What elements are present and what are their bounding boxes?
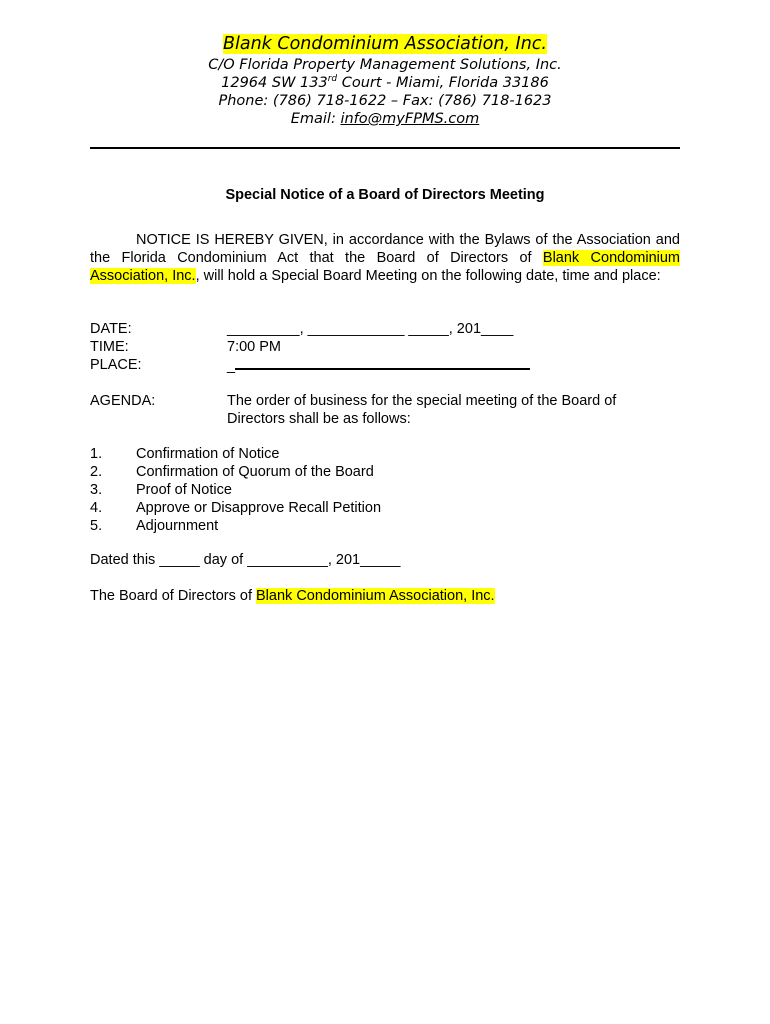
- association-name-header: [0, 34, 770, 54]
- time-value: 7:00 PM: [227, 339, 281, 355]
- board-signature-line: [90, 588, 495, 604]
- list-item-text: Adjournment: [136, 518, 219, 534]
- address-line-1: C/O Florida Property Management Solutions, Inc.: [208, 57, 562, 73]
- place-underscore: _: [227, 358, 236, 374]
- notice-paragraph: [90, 231, 680, 285]
- place-value-blank: [227, 356, 530, 375]
- address-street-number: 12964 SW 133: [221, 75, 328, 91]
- list-item-text: Confirmation of Notice: [136, 446, 280, 462]
- address-line-2: [0, 74, 770, 92]
- phone-fax-line: Phone: (786) 718-1622 – Fax: (786) 718-1623: [218, 93, 552, 109]
- agenda-label: AGENDA:: [90, 393, 156, 409]
- list-item-number: 4.: [90, 500, 103, 516]
- list-item-number: 5.: [90, 518, 103, 534]
- list-item-number: 2.: [90, 464, 103, 480]
- notice-text-start: NOTICE IS HEREBY GIVEN, in accordance with the Bylaws of the Association and the Florida Condominium Act that the Board of Directors of: [90, 232, 680, 266]
- address-street-rest: Court - Miami, Florida 33186: [337, 75, 549, 91]
- agenda-description: The order of business for the special meeting of the Board of Directors shall be as follows:: [227, 393, 617, 427]
- date-label: DATE:: [90, 321, 132, 337]
- time-label: TIME:: [90, 339, 129, 355]
- email-label: Email:: [290, 111, 341, 127]
- list-item-text: Approve or Disapprove Recall Petition: [136, 500, 382, 516]
- email-link[interactable]: info@myFPMS.com: [340, 111, 480, 127]
- dated-line: Dated this _____ day of __________, 201_____: [90, 552, 401, 568]
- list-item-text: Proof of Notice: [136, 482, 232, 498]
- board-prefix: The Board of Directors of: [90, 588, 257, 604]
- place-fill-line: [235, 356, 530, 370]
- list-item-text: Confirmation of Quorum of the Board: [136, 464, 374, 480]
- place-label: PLACE:: [90, 357, 142, 373]
- ordinal-suffix: rd: [327, 74, 338, 84]
- notice-title: Special Notice of a Board of Directors Meeting: [225, 187, 545, 203]
- header-divider: [90, 147, 680, 149]
- notice-association-name: Blank Condominium Association, Inc.: [90, 250, 680, 284]
- list-item-number: 3.: [90, 482, 103, 498]
- date-value-blank: _________, ____________ _____, 201____: [227, 321, 514, 337]
- list-item-number: 1.: [90, 446, 103, 462]
- board-association-name: Blank Condominium Association, Inc.: [256, 588, 495, 604]
- association-name-highlight: Blank Condominium Association, Inc.: [223, 34, 547, 54]
- email-line: [0, 110, 770, 128]
- notice-text-end: , will hold a Special Board Meeting on the following date, time and place:: [195, 268, 661, 284]
